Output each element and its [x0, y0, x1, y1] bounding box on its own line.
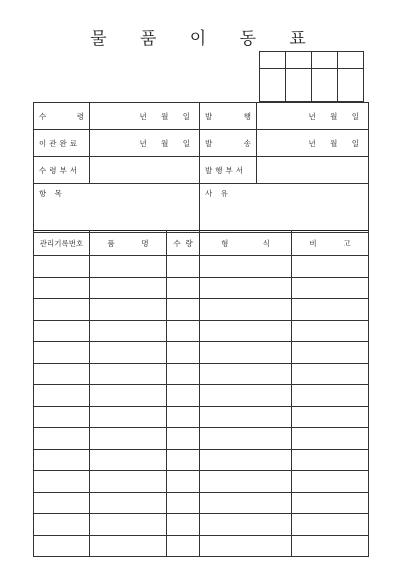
cell-note[interactable] [292, 320, 369, 342]
cell-mgmt-no[interactable] [34, 428, 90, 450]
table-row [34, 385, 369, 407]
table-row [34, 492, 369, 514]
cell-mgmt-no[interactable] [34, 449, 90, 471]
table-row [34, 277, 369, 299]
receive-dept-field[interactable] [90, 157, 200, 184]
send-date-field[interactable]: 년 월 일 [257, 130, 369, 157]
cell-qty[interactable] [167, 299, 200, 321]
cell-qty[interactable] [167, 535, 200, 557]
cell-note[interactable] [292, 385, 369, 407]
cell-qty[interactable] [167, 277, 200, 299]
header-mgmt-no: 관리기록번호 [34, 231, 90, 256]
cell-note[interactable] [292, 256, 369, 278]
cell-spec[interactable] [200, 342, 292, 364]
header-qty: 수 량 [167, 231, 200, 256]
cell-note[interactable] [292, 277, 369, 299]
cell-qty[interactable] [167, 492, 200, 514]
info-table [33, 102, 369, 233]
cell-name[interactable] [90, 256, 167, 278]
cell-spec[interactable] [200, 492, 292, 514]
table-row [34, 320, 369, 342]
item-list-body [34, 256, 369, 557]
approval-sign-cell[interactable] [260, 69, 286, 102]
cell-name[interactable] [90, 471, 167, 493]
cell-note[interactable] [292, 406, 369, 428]
table-row [34, 428, 369, 450]
cell-spec[interactable] [200, 363, 292, 385]
cell-spec[interactable] [200, 428, 292, 450]
items-field[interactable] [34, 184, 200, 233]
transfer-done-label: 이관완료 [34, 130, 90, 157]
cell-name[interactable] [90, 428, 167, 450]
table-row [34, 299, 369, 321]
cell-name[interactable] [90, 535, 167, 557]
table-row [34, 363, 369, 385]
receive-label: 수 령 [34, 103, 90, 130]
approval-sign-cell[interactable] [312, 69, 338, 102]
approval-cell[interactable] [312, 52, 338, 69]
cell-note[interactable] [292, 492, 369, 514]
cell-note[interactable] [292, 535, 369, 557]
issue-dept-field[interactable] [257, 157, 369, 184]
reason-field[interactable] [200, 184, 369, 233]
cell-mgmt-no[interactable] [34, 299, 90, 321]
cell-name[interactable] [90, 449, 167, 471]
header-spec: 형 식 [200, 231, 292, 256]
table-row [34, 514, 369, 536]
reason-label: 사 유 [205, 189, 231, 198]
cell-spec[interactable] [200, 385, 292, 407]
cell-qty[interactable] [167, 471, 200, 493]
cell-mgmt-no[interactable] [34, 492, 90, 514]
cell-spec[interactable] [200, 299, 292, 321]
issue-label: 발 행 [200, 103, 257, 130]
receive-dept-label: 수령부서 [34, 157, 90, 184]
cell-mgmt-no[interactable] [34, 342, 90, 364]
cell-qty[interactable] [167, 514, 200, 536]
cell-note[interactable] [292, 363, 369, 385]
cell-mgmt-no[interactable] [34, 363, 90, 385]
table-row [34, 449, 369, 471]
cell-spec[interactable] [200, 449, 292, 471]
cell-mgmt-no[interactable] [34, 277, 90, 299]
cell-name[interactable] [90, 492, 167, 514]
cell-spec[interactable] [200, 535, 292, 557]
header-name: 품 명 [90, 231, 167, 256]
cell-name[interactable] [90, 385, 167, 407]
table-row [34, 342, 369, 364]
approval-cell[interactable] [286, 52, 312, 69]
cell-qty[interactable] [167, 342, 200, 364]
cell-mgmt-no[interactable] [34, 256, 90, 278]
cell-mgmt-no[interactable] [34, 406, 90, 428]
cell-qty[interactable] [167, 320, 200, 342]
cell-spec[interactable] [200, 256, 292, 278]
item-list-table [33, 230, 369, 557]
cell-name[interactable] [90, 342, 167, 364]
cell-note[interactable] [292, 342, 369, 364]
cell-note[interactable] [292, 299, 369, 321]
transfer-done-date-field[interactable]: 년 월 일 [90, 130, 200, 157]
page-title: 물 품 이 동 표 [90, 29, 320, 49]
cell-mgmt-no[interactable] [34, 535, 90, 557]
header-note: 비 고 [292, 231, 369, 256]
issue-date-field[interactable]: 년 월 일 [257, 103, 369, 130]
table-row [34, 535, 369, 557]
cell-qty[interactable] [167, 256, 200, 278]
cell-qty[interactable] [167, 449, 200, 471]
table-row [34, 471, 369, 493]
cell-mgmt-no[interactable] [34, 320, 90, 342]
approval-sign-cell[interactable] [286, 69, 312, 102]
cell-note[interactable] [292, 428, 369, 450]
cell-note[interactable] [292, 449, 369, 471]
cell-spec[interactable] [200, 320, 292, 342]
items-label: 항 목 [39, 189, 65, 198]
cell-qty[interactable] [167, 385, 200, 407]
table-row [34, 406, 369, 428]
table-row [34, 256, 369, 278]
cell-mgmt-no[interactable] [34, 471, 90, 493]
receive-date-field[interactable]: 년 월 일 [90, 103, 200, 130]
cell-name[interactable] [90, 363, 167, 385]
approval-sign-cell[interactable] [338, 69, 364, 102]
cell-name[interactable] [90, 277, 167, 299]
cell-spec[interactable] [200, 277, 292, 299]
cell-name[interactable] [90, 320, 167, 342]
cell-mgmt-no[interactable] [34, 514, 90, 536]
approval-cell[interactable] [260, 52, 286, 69]
cell-qty[interactable] [167, 406, 200, 428]
cell-note[interactable] [292, 514, 369, 536]
approval-box [259, 51, 364, 102]
cell-spec[interactable] [200, 471, 292, 493]
cell-spec[interactable] [200, 406, 292, 428]
approval-cell[interactable] [338, 52, 364, 69]
cell-name[interactable] [90, 299, 167, 321]
cell-spec[interactable] [200, 514, 292, 536]
cell-qty[interactable] [167, 428, 200, 450]
cell-note[interactable] [292, 471, 369, 493]
issue-dept-label: 발행부서 [200, 157, 257, 184]
send-label: 발 송 [200, 130, 257, 157]
cell-name[interactable] [90, 406, 167, 428]
cell-mgmt-no[interactable] [34, 385, 90, 407]
cell-qty[interactable] [167, 363, 200, 385]
cell-name[interactable] [90, 514, 167, 536]
